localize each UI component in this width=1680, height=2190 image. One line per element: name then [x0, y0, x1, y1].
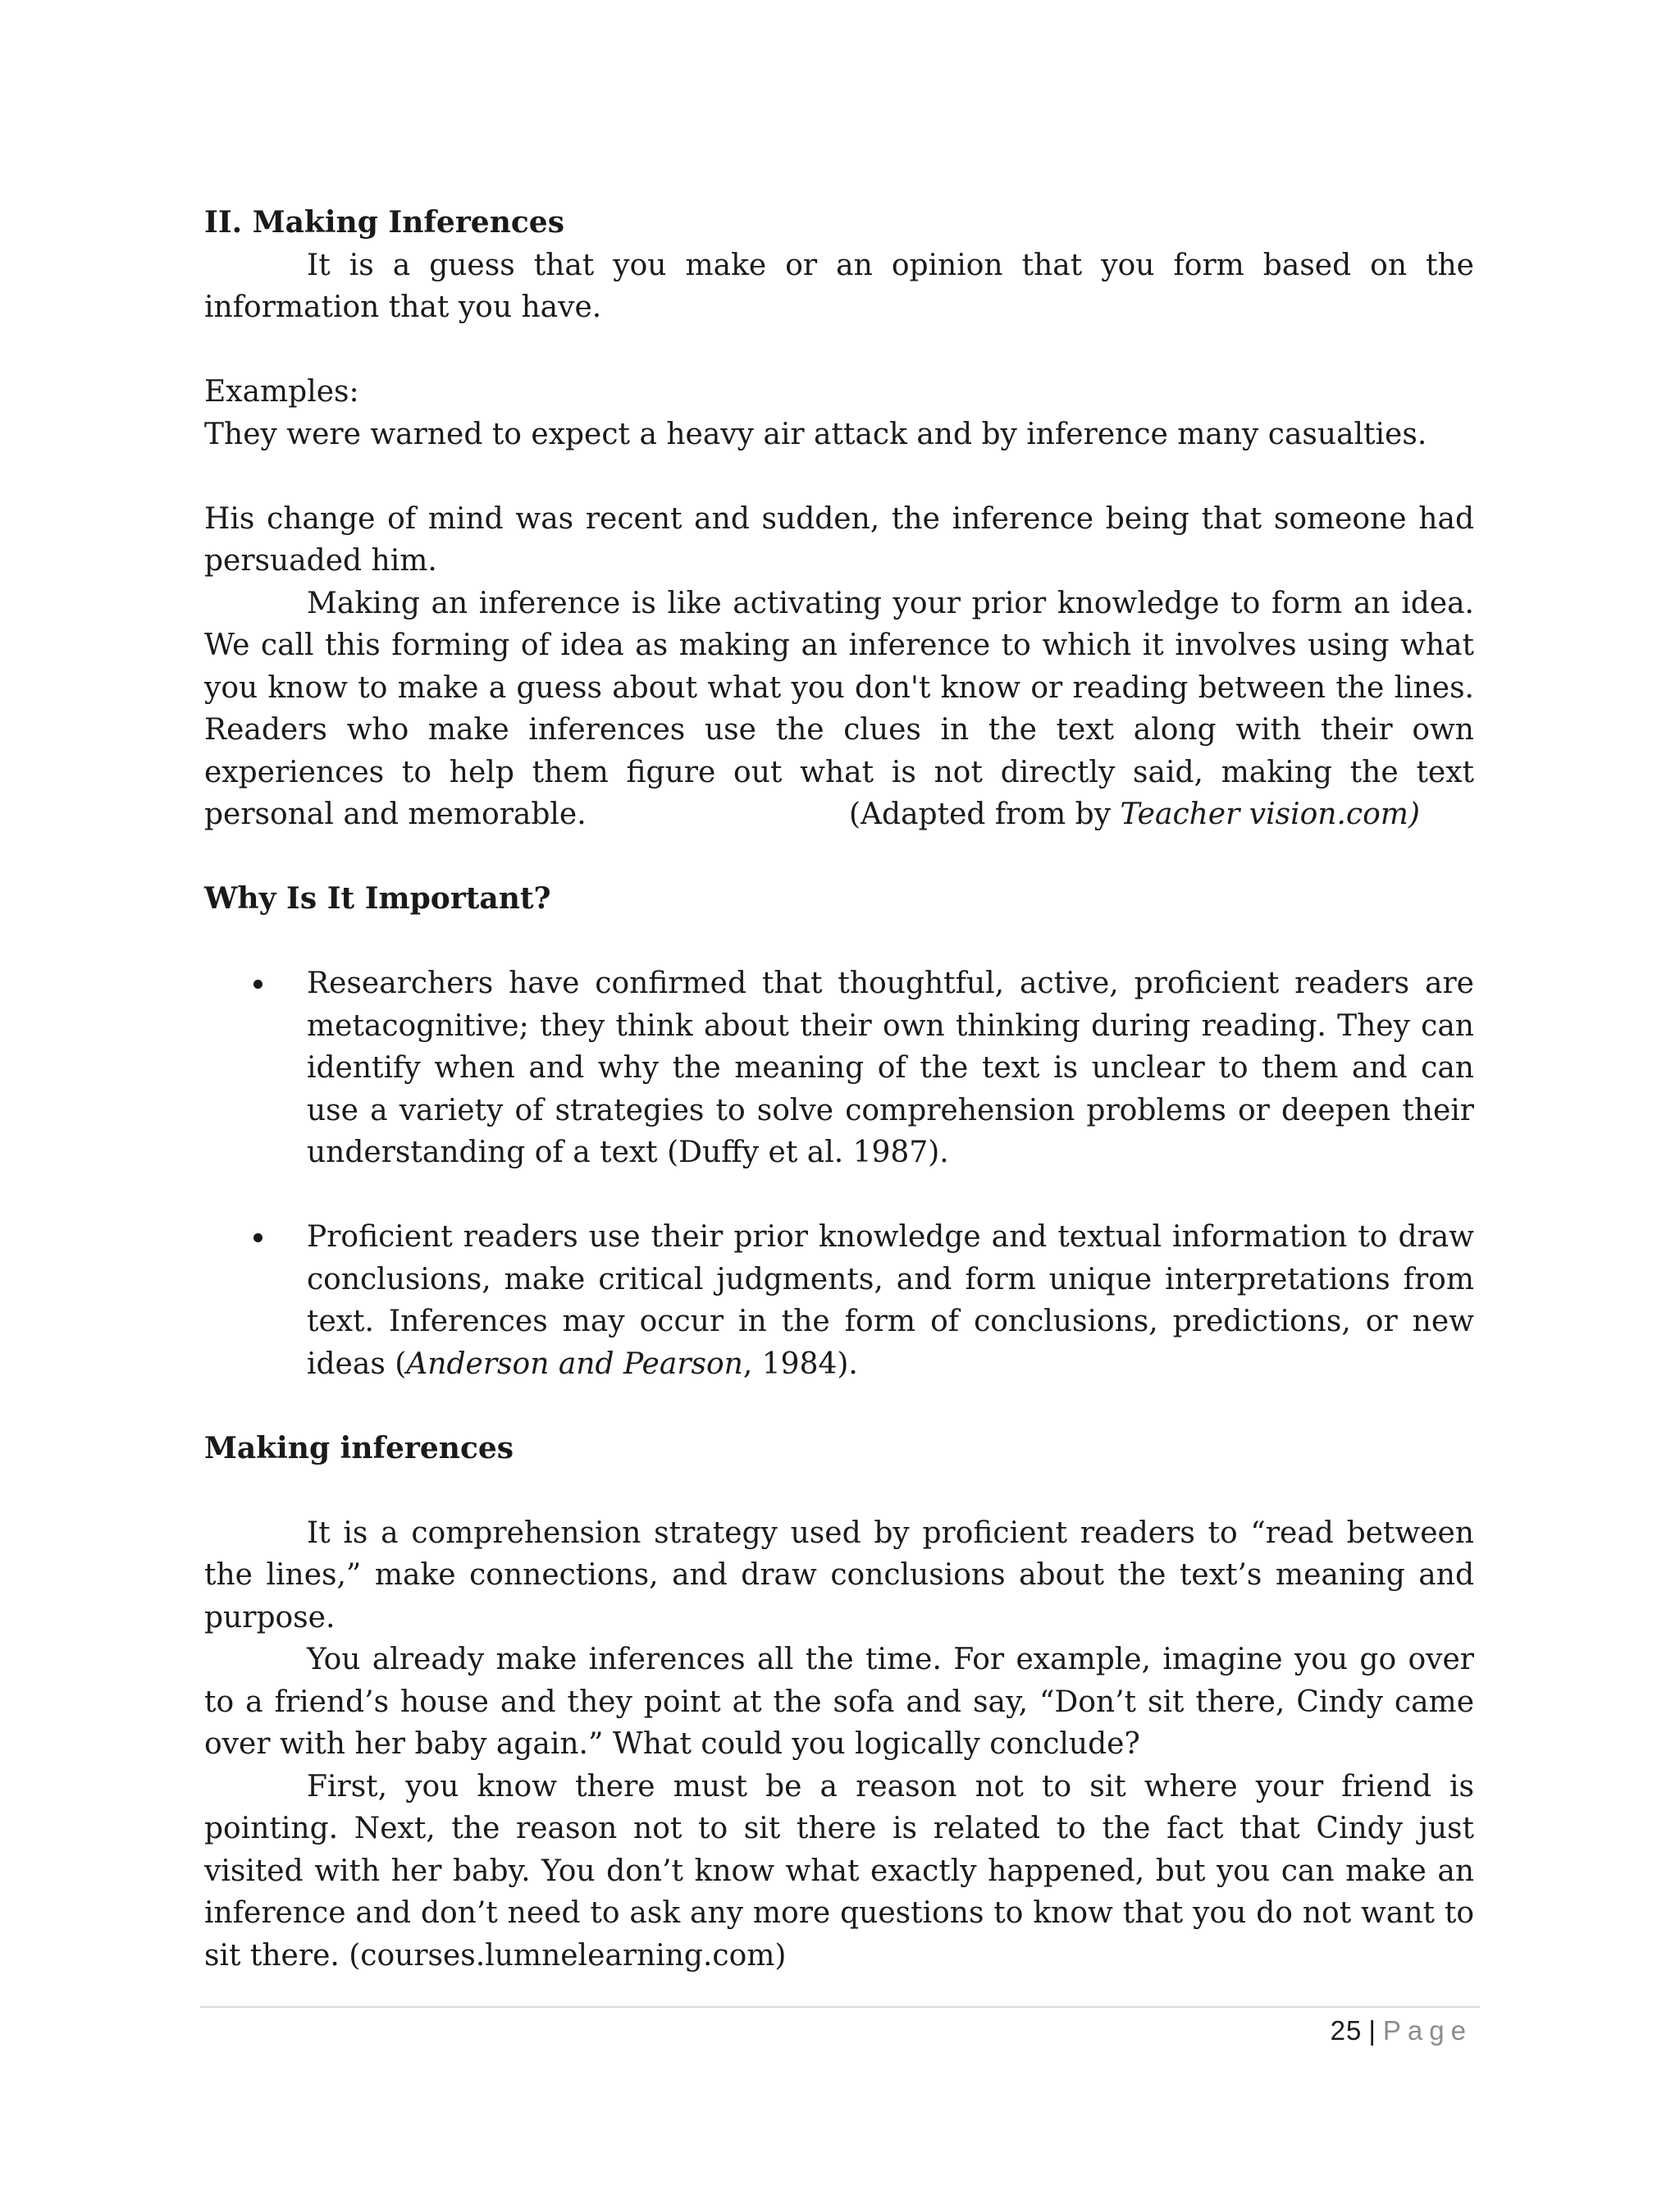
section-heading-making-inferences-2: Making inferences — [204, 1430, 514, 1465]
bullet-icon — [253, 980, 262, 989]
spacer — [204, 329, 1474, 372]
source-citation — [849, 793, 1420, 836]
list-spacer — [204, 1174, 1474, 1217]
page-number: 25 — [1330, 2015, 1363, 2046]
bullet-text-1: Researchers have confirmed that thoughtful, active, proficient readers are metacognitive; they think about their own thinking during reading. They can identify when and why the meaning of the text is unclear to them and can use a variety of strategies to solve comprehension problems or deepen their understanding of a text (Duffy et al. 1987). — [307, 967, 1474, 1169]
everyday-example-paragraph: You already make inferences all the time. For example, imagine you go over to a friend’s house and they point at the sofa and say, “Don’t sit there, Cindy came over with her baby again.” What could you logically conclude? — [204, 1643, 1474, 1761]
spacer — [204, 921, 1474, 963]
spacer — [204, 455, 1474, 498]
explanation-paragraph: Making an inference is like activating your prior knowledge to form an idea. We call this forming of idea as making an inference to which it involves using what you know to make a guess about what you don't know or reading between the lines. Readers who make inferences use the clues in the text along with their own experiences to help them figure out what is not directly said, making the text — [204, 586, 1474, 789]
bullet-text-2: Proficient readers use their prior knowledge and textual information to draw conclusions, make critical judgments, and form unique interpretations from text. Inferences may occur in the form of conclusions, predictions, or new ideas ( — [307, 1220, 1474, 1381]
list-item — [204, 1216, 1474, 1385]
section-heading-making-inferences: II. Making Inferences — [204, 205, 564, 240]
bullet-citation-authors: Anderson and Pearson — [406, 1346, 743, 1381]
spacer — [204, 836, 1474, 879]
source-prefix: (Adapted from by — [849, 798, 1121, 831]
examples-label: Examples: — [204, 375, 359, 409]
bullet-citation-year: , 1984). — [742, 1346, 858, 1381]
strategy-paragraph: It is a comprehension strategy used by proficient readers to “read between the lines,” make connections, and draw conclusions about the text’s meaning and purpose. — [204, 1516, 1474, 1634]
spacer — [204, 1385, 1474, 1428]
section-heading-why-important: Why Is It Important? — [204, 881, 551, 916]
page-content — [204, 202, 1474, 1977]
page-label: Page — [1382, 2015, 1472, 2046]
explanation-source-line — [204, 793, 1474, 836]
explanation-last-line: personal and memorable. — [204, 798, 587, 831]
bullet-icon — [253, 1233, 262, 1242]
example-sentence-1: They were warned to expect a heavy air attack and by inference many casualties. — [204, 417, 1427, 451]
list-item — [204, 962, 1474, 1174]
importance-bullet-list — [204, 962, 1474, 1385]
example-sentence-2: His change of mind was recent and sudden, the inference being that someone had persuaded him. — [204, 501, 1474, 578]
definition-paragraph: It is a guess that you make or an opinion that you form based on the information that you have. — [204, 248, 1474, 324]
footer-divider — [200, 2006, 1480, 2008]
page-footer — [1331, 2015, 1472, 2046]
footer-separator: | — [1368, 2015, 1376, 2046]
spacer — [204, 1470, 1474, 1512]
conclusion-paragraph: First, you know there must be a reason not to sit where your friend is pointing. Next, the reason not to sit there is related to the fact that Cindy just visited with her baby. You don’t know what exactly happened, but you can make an inference and don’t need to ask any more questions to know that you do not want to sit there. (courses.lumnelearning.com) — [204, 1769, 1474, 1973]
source-site: Teacher vision.com) — [1120, 798, 1420, 831]
